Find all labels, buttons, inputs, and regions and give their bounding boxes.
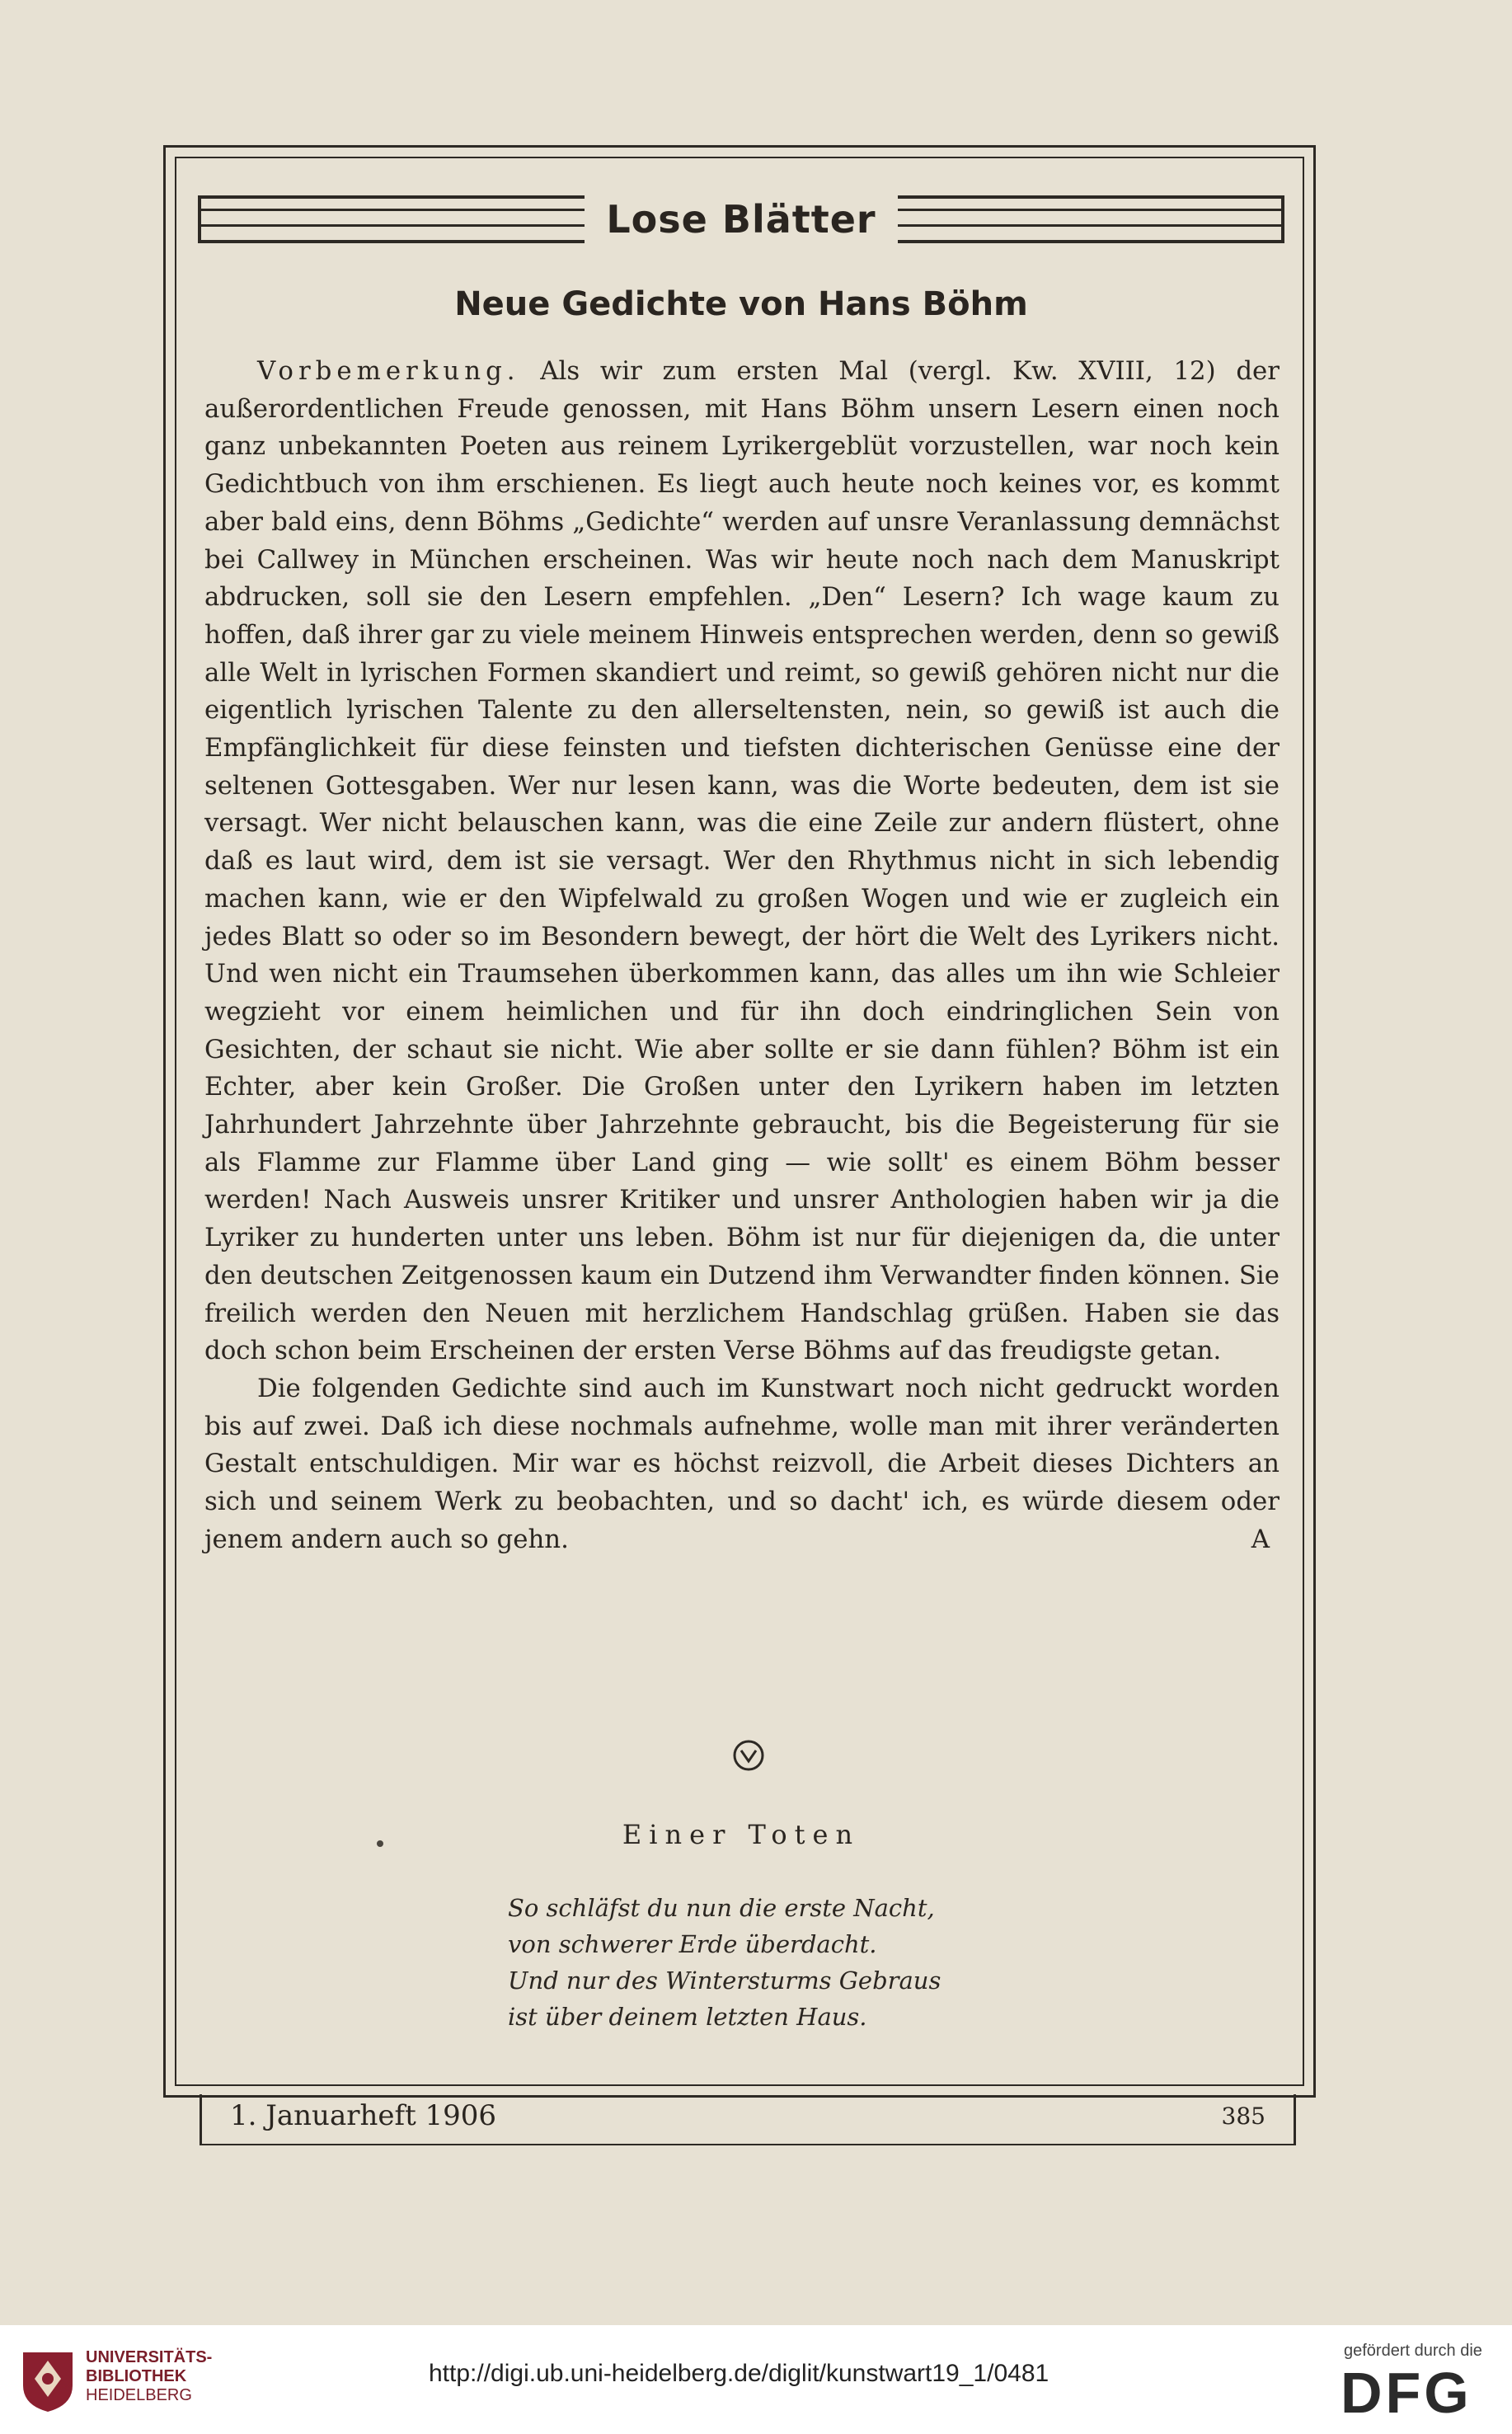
author-signature: A (1251, 1524, 1270, 1554)
header-rule-right (898, 195, 1284, 243)
poem-title: Einer Toten (622, 1819, 861, 1850)
circled-chevron-ornament-icon (731, 1738, 766, 1773)
section-title: Lose Blätter (606, 197, 876, 242)
section-header (198, 185, 1284, 254)
poem-line: So schläfst du nun die erste Nacht, (508, 1894, 935, 1922)
article-title: Neue Gedichte von Hans Böhm (454, 285, 1028, 323)
funding-caption: gefördert durch die (1344, 2342, 1482, 2360)
article-body (204, 353, 1280, 1559)
source-url[interactable]: http://digi.ub.uni-heidelberg.de/diglit/kunstwart19_1/0481 (429, 2360, 1049, 2387)
poem-stanza (508, 1890, 941, 2035)
header-rule-left (198, 195, 585, 243)
paragraph-1-text: Als wir zum ersten Mal (vergl. Kw. XVIII, 12) der außerordentlichen Freude genossen, mit Hans Böhm unsern Lesern einen noch ganz unbekannten Poeten aus reinem Lyrikergeblüt vorzustellen, war noch kein Gedichtbuch von ihm erschienen. Es liegt auch heute noch keines vor, es kommt aber bald eins, denn Böhms „Gedichte“ werden auf unsre Veranlassung demnächst bei Callwey in München erscheinen. Was wir heute noch nach dem Manuskript abdrucken, soll sie den Lesern empfehlen. „Den“ Lesern? Ich wage kaum zu hoffen, daß ihrer gar zu viele meinem Hinweis entsprechen werden, denn so gewiß alle Welt in lyrischen Formen skandiert und reimt, so gewiß gehören nicht nur die eigentlich lyrischen Talente zu den allerseltensten, nein, so gewiß ist auch die Empfänglichkeit für diese feinsten und tiefsten dichterischen Genüsse eine der seltenen Gottesgaben. Wer nur lesen kann, was die Worte bedeuten, dem ist sie versagt. Wer nicht belauschen kann, was die eine Zeile zur andern flüstert, ohne daß es laut wird, dem ist sie versagt. Wer den Rhythmus nicht in sich lebendig machen kann, wie er den Wipfelwald zu großen Wogen und wie er zugleich ein jedes Blatt so oder so im Besondern bewegt, der hört die Welt des Lyrikers nicht. Und wen nicht ein Traumsehen überkommen kann, das alles um ihn wie Schleier wegzieht vor einem heimlichen und für ihn doch eindringlichen Sein von Gesichten, der schaut sie nicht. Wie aber sollte er sie dann fühlen? Böhm ist ein Echter, aber kein Großer. Die Großen unter den Lyrikern haben im letzten Jahrhundert Jahrzehnte über Jahrzehnte gebraucht, bis die Begeisterung für sie als Flamme zur Flamme über Land ging — wie sollt' es einem Böhm besser werden! Nach Ausweis unsrer Kritiker und unsrer Anthologien haben wir ja die Lyriker zu hunderten unter uns leben. Böhm ist nur für diejenigen da, die unter den deutschen Zeitgenossen kaum ein Dutzend ihm Verwandter finden können. Sie freilich werden den Neuen mit herzlichem Handschlag grüßen. Haben sie das doch schon beim Erscheinen der ersten Verse Böhms auf das freudigste getan. (204, 356, 1280, 1366)
poem-line: Und nur des Wintersturms Gebraus (508, 1966, 941, 1995)
poem-line: von schwerer Erde überdacht. (508, 1930, 877, 1958)
dfg-logo: DFG (1341, 2361, 1472, 2425)
institution-line: UNIVERSITÄTS- (86, 2348, 213, 2366)
institution-name (86, 2348, 212, 2405)
institution-line: BIBLIOTHEK (86, 2367, 187, 2385)
paragraph-2-text: Die folgenden Gedichte sind auch im Kunstwart noch nicht gedruckt worden bis auf zwei. Daß ich diese nochmals aufnehme, wolle man mit ihrer veränderten Gestalt entschuldigen. Mir war es höchst reizvoll, die Arbeit dieses Dichters an sich und seinem Werk zu beobachten, und so dacht' ich, es würde diesem oder jenem andern auch so gehn. (204, 1373, 1280, 1554)
page-number: 385 (1221, 2103, 1265, 2130)
poem-line: ist über deinem letzten Haus. (508, 2003, 867, 2031)
lead-label: Vorbemerkung. (257, 356, 520, 386)
institution-line: HEIDELBERG (86, 2386, 192, 2404)
issue-label: 1. Januarheft 1906 (230, 2099, 497, 2132)
page-footer (200, 2094, 1296, 2145)
heidelberg-seal-icon (18, 2346, 77, 2413)
paragraph-1 (204, 353, 1280, 1370)
